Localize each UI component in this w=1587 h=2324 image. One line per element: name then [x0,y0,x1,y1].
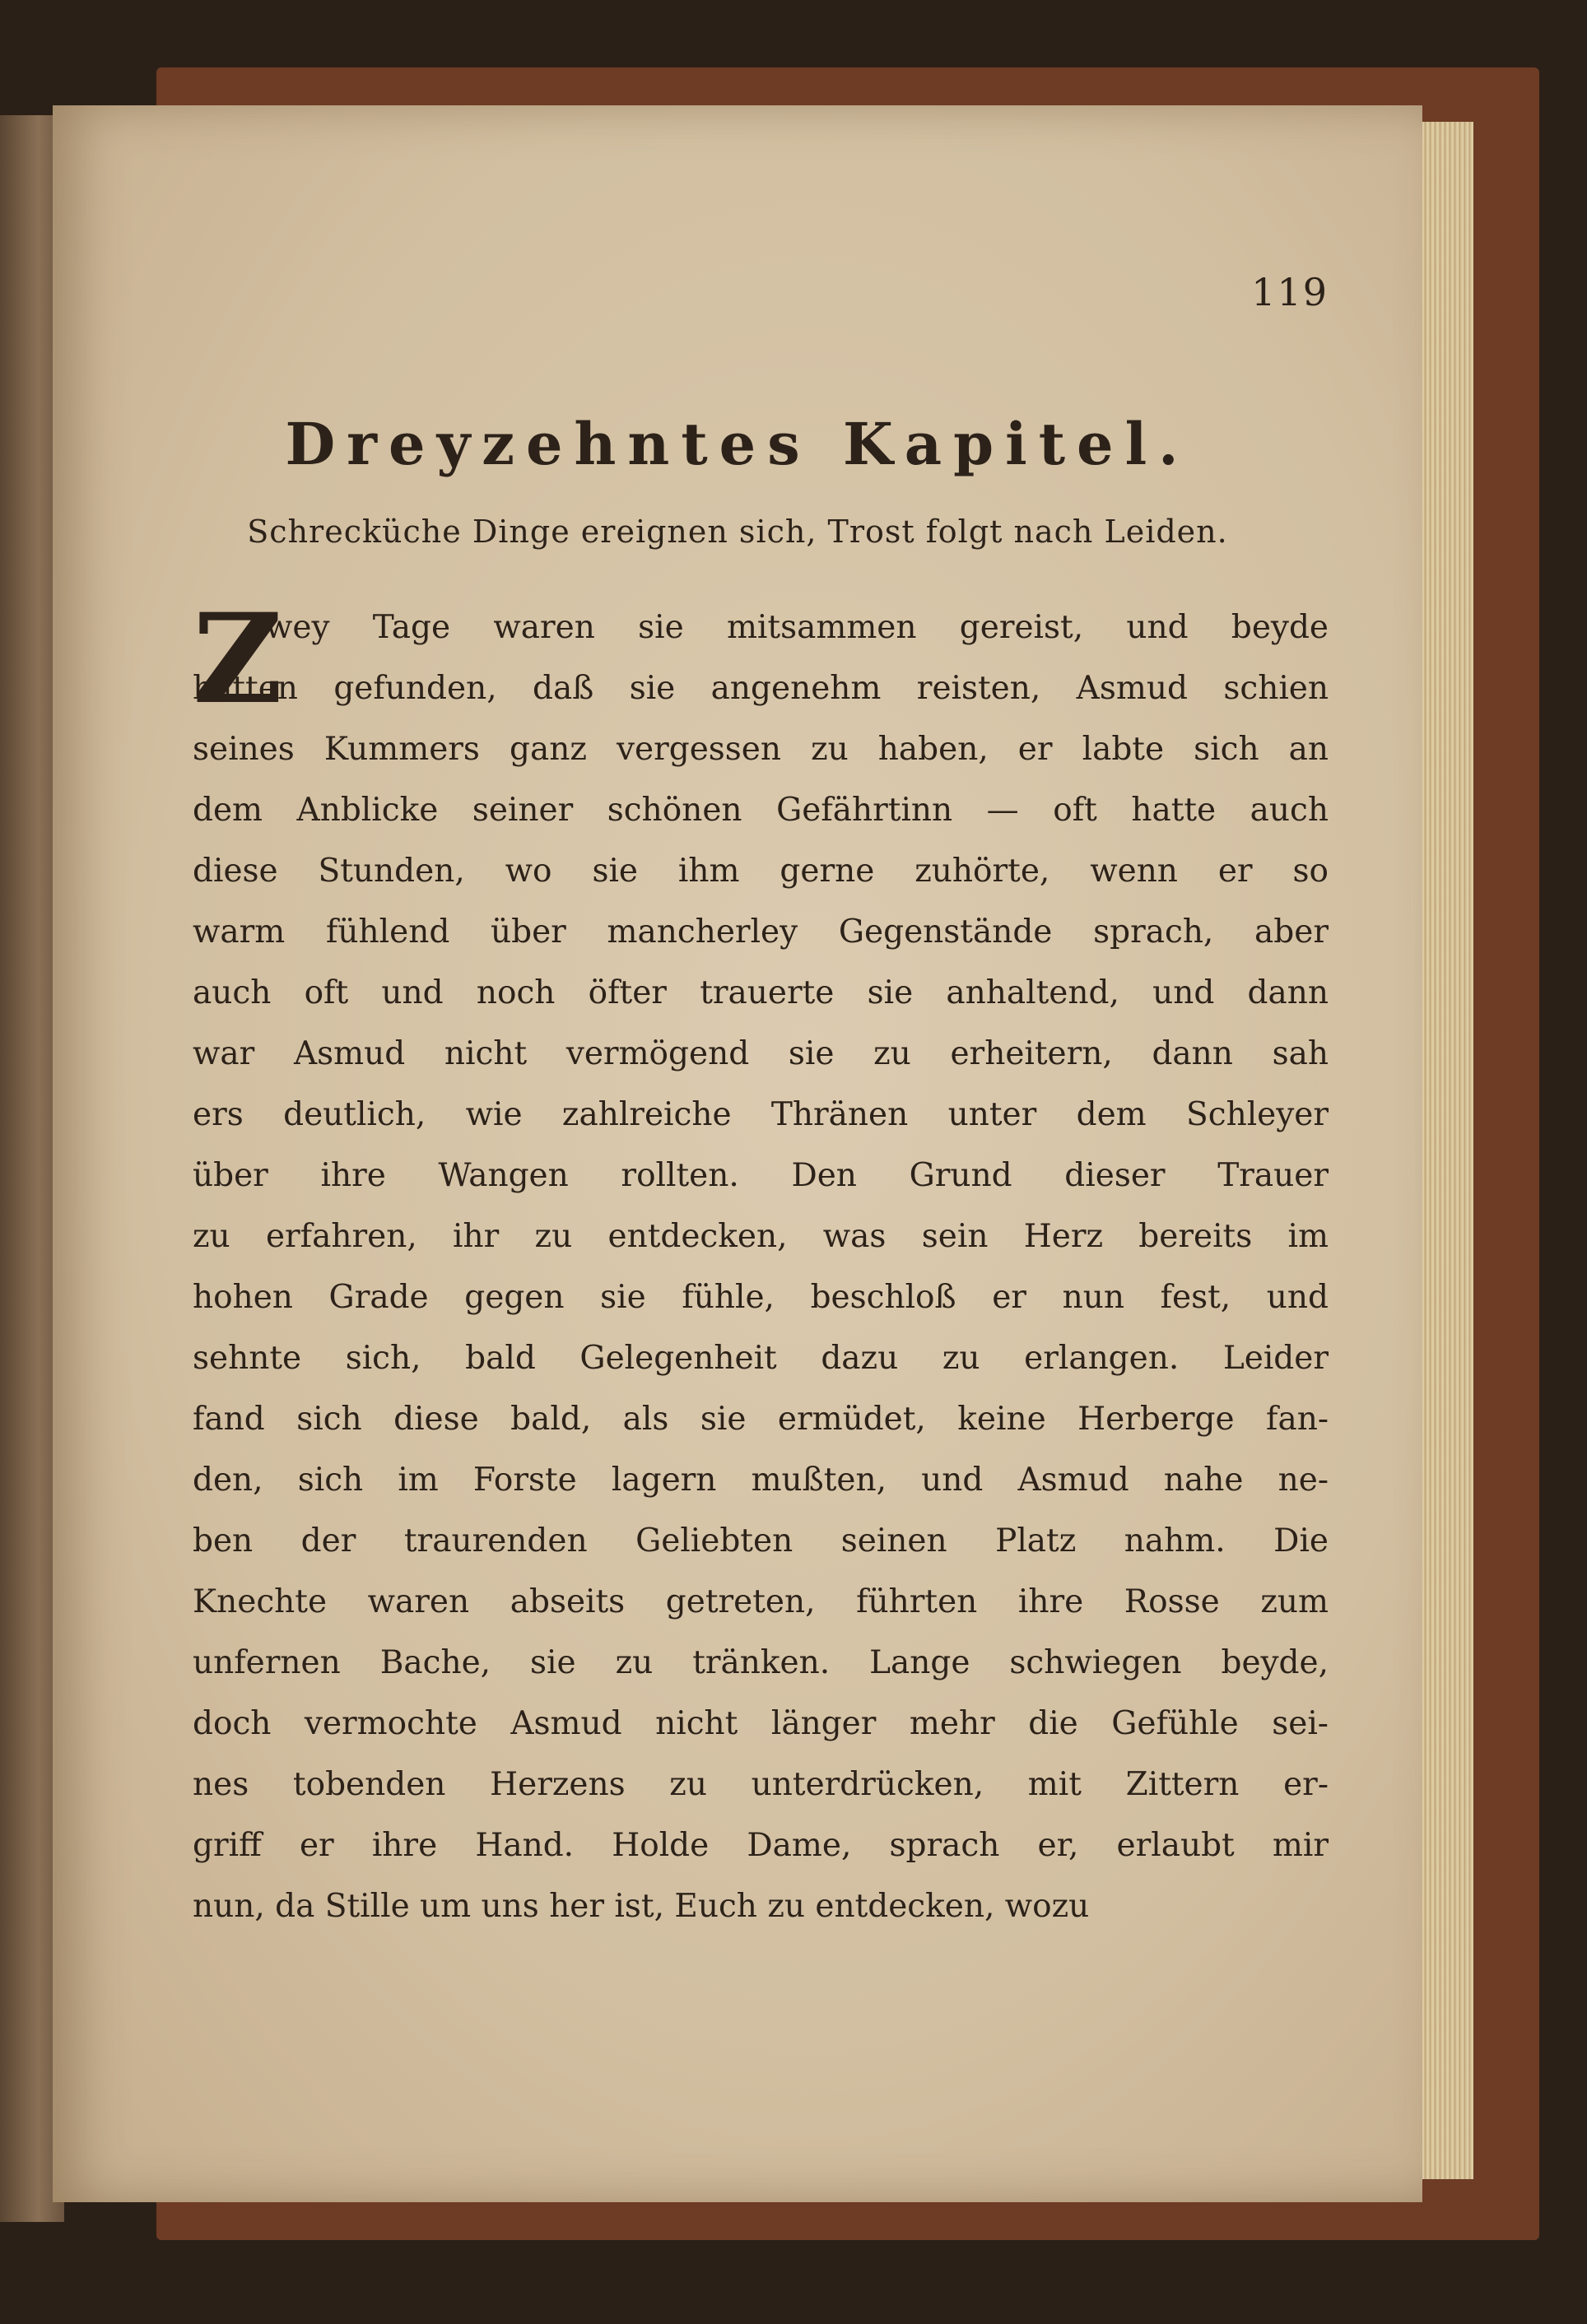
book-page [53,105,1422,2202]
text-line: wey Tage waren sie mitsammen gereist, und beyde [265,609,1329,646]
text-line: hatten gefunden, daß sie angenehm reisten, Asmud schien [193,670,1329,707]
chapter-title: Dreyzehntes Kapitel. [285,410,1190,478]
text-line: zu erfahren, ihr zu entdecken, was sein Herz bereits im [193,1218,1329,1255]
page-number: 119 [1251,270,1329,314]
text-line: den, sich im Forste lagern mußten, und Asmud nahe ne- [193,1462,1329,1499]
text-line: über ihre Wangen rollten. Den Grund dieser Trauer [193,1157,1329,1194]
text-line: griff er ihre Hand. Holde Dame, sprach er, erlaubt mir [193,1827,1329,1864]
text-line: diese Stunden, wo sie ihm gerne zuhörte, wenn er so [193,853,1329,890]
text-line: seines Kummers ganz vergessen zu haben, er labte sich an [193,731,1329,768]
text-line: dem Anblicke seiner schönen Gefährtinn — oft hatte auch [193,792,1329,829]
text-line: ers deutlich, wie zahlreiche Thränen unter dem Schleyer [193,1096,1329,1133]
text-line: auch oft und noch öfter trauerte sie anhaltend, und dann [193,974,1329,1011]
text-line: war Asmud nicht vermögend sie zu erheitern, dann sah [193,1035,1329,1072]
text-line: Knechte waren abseits getreten, führten ihre Rosse zum [193,1583,1329,1620]
text-line: nes tobenden Herzens zu unterdrücken, mit Zittern er- [193,1766,1329,1803]
body-text [193,587,1329,2161]
text-line: nun, da Stille um uns her ist, Euch zu entdecken, wozu [193,1888,1090,1925]
drop-cap: Z [193,587,283,732]
text-line: unfernen Bache, sie zu tränken. Lange schwiegen beyde, [193,1644,1329,1681]
chapter-subtitle: Schrecküche Dinge ereignen sich, Trost folgt nach Leiden. [247,514,1228,550]
text-line: warm fühlend über mancherley Gegenstände sprach, aber [193,913,1329,951]
text-line: hohen Grade gegen sie fühle, beschloß er nun fest, und [193,1279,1329,1316]
text-line: fand sich diese bald, als sie ermüdet, keine Herberge fan- [193,1401,1329,1438]
text-line: doch vermochte Asmud nicht länger mehr die Gefühle sei- [193,1705,1329,1742]
page-block-edge [1416,122,1473,2179]
text-line: ben der traurenden Geliebten seinen Platz nahm. Die [193,1522,1329,1559]
text-line: sehnte sich, bald Gelegenheit dazu zu erlangen. Leider [193,1340,1329,1377]
